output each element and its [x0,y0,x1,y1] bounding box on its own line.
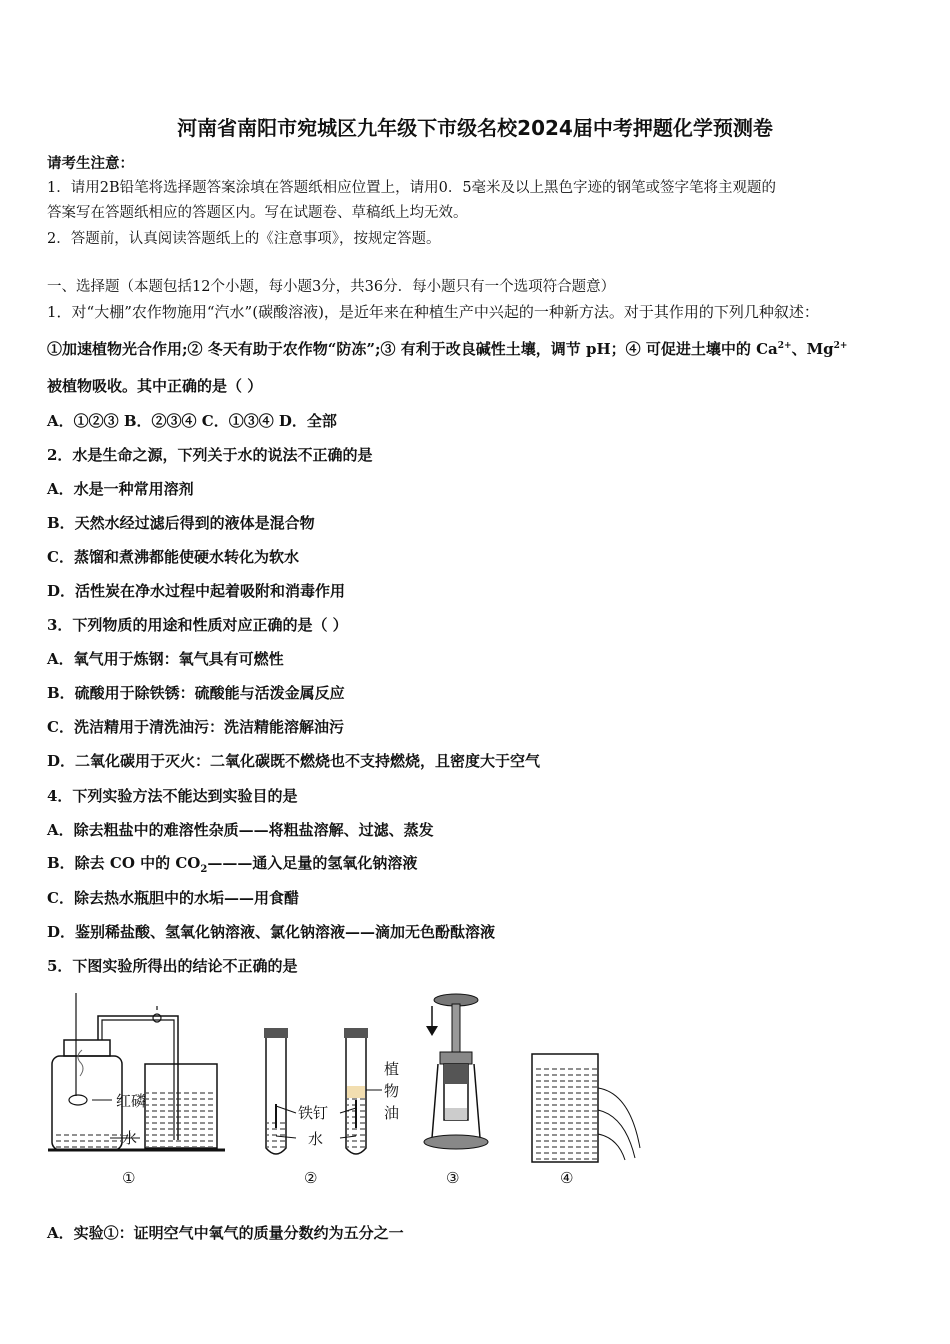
label-exp-2: ② [304,1169,318,1187]
q1-options: A．①②③ B．②③④ C．①③④ D．全部 [47,412,337,430]
q2-option-a: A．水是一种常用溶剂 [47,480,194,498]
plant-oil [347,1086,365,1098]
q2-option-d: D．活性炭在净水过程中起着吸附和消毒作用 [47,582,346,600]
experiment-figure [40,988,680,1198]
smoke [78,1050,83,1076]
arrow-head [426,1026,438,1036]
section-heading: 一、选择题（本题包括12个小题，每小题3分，共36分．每小题只有一个选项符合题意） [47,279,616,295]
stopper [64,1040,110,1056]
label-iron-nail: 铁钉 [298,1104,329,1122]
notice-item-2: 2．答题前，认真阅读答题纸上的《注意事项》，按规定答题。 [47,231,441,247]
q3-option-d: D．二氧化碳用于灭火：二氧化碳既不燃烧也不支持燃烧，且密度大于空气 [47,752,541,770]
q1-stem-line-1: 1．对“大棚”农作物施用“汽水”(碳酸溶液)，是近年来在种植生产中兴起的一种新方法。对于其作用的下列几种叙述： [47,303,819,321]
container-water [533,1068,597,1161]
jet-middle [598,1110,635,1158]
q3-stem: 3．下列物质的用途和性质对应正确的是（ ） [47,616,348,634]
q2-option-c: C．蒸馏和煮沸都能使硬水转化为软水 [47,548,299,566]
jet-top [598,1088,640,1148]
label-oil-1: 植 [384,1060,400,1078]
label-oil-2: 物 [384,1082,400,1100]
q4-b-post: ———通入足量的氢氧化钠溶液 [207,854,418,872]
notice-item-1-line-1: 1．请用2B铅笔将选择题答案涂填在答题纸相应位置上，请用0．5毫米及以上黑色字迹的钢笔或签字笔将主观题的 [47,180,777,196]
jet-bottom [598,1134,625,1160]
beaker-water [146,1092,216,1147]
q4-option-c: C．除去热水瓶胆中的水垢——用食醋 [47,889,299,907]
q3-option-a: A．氧气用于炼钢：氧气具有可燃性 [47,650,284,668]
q1-stem-line-2 [47,338,847,359]
mg-charge: 2+ [833,341,848,351]
label-water-1: 水 [122,1129,138,1147]
tube-2-stopper [344,1028,368,1038]
label-red-phosphorus: 红磷 [116,1092,147,1110]
experiment-3-apparatus [424,994,488,1187]
experiment-drawing [40,988,680,1198]
q3-option-b: B．硫酸用于除铁锈：硫酸能与活泼金属反应 [47,684,345,702]
q4-b-pre: B．除去 CO 中的 CO [47,854,201,872]
label-water-2: 水 [308,1130,324,1148]
label-exp-1: ① [122,1169,136,1187]
ca-charge: 2+ [777,341,792,351]
label-exp-3: ③ [446,1169,460,1187]
combustion-spoon [69,1095,87,1105]
experiment-4-apparatus [532,1054,640,1187]
q4-option-d: D．鉴别稀盐酸、氢氧化钠溶液、氯化钠溶液——滴加无色酚酞溶液 [47,923,496,941]
bottle-water [53,1134,121,1148]
tube-1-stopper [264,1028,288,1038]
q5-option-a: A．实验①：证明空气中氧气的质量分数约为五分之一 [47,1224,404,1242]
clamp [153,1014,161,1022]
q4-option-a: A．除去粗盐中的难溶性杂质——将粗盐溶解、过滤、蒸发 [47,821,434,839]
notice-heading: 请考生注意： [47,155,134,172]
notice-item-1-line-2: 答案写在答题纸相应的答题区内。写在试题卷、草稿纸上均无效。 [47,205,468,221]
label-exp-4: ④ [560,1169,574,1187]
q1-stem-text: ①加速植物光合作用;② 冬天有助于农作物“防冻”;③ 有利于改良碱性土壤，调节 pH；④ 可促进土壤中的 Ca [47,340,778,358]
q1-stem-line-3: 被植物吸收。其中正确的是（ ） [47,377,263,395]
page-title: 河南省南阳市宛城区九年级下市级名校2024届中考押题化学预测卷 [177,116,773,140]
q2-stem: 2．水是生命之源，下列关于水的说法不正确的是 [47,446,373,464]
q4-option-b [47,852,417,875]
q1-sep: 、Mg [791,340,834,358]
q3-option-c: C．洗洁精用于清洗油污：洗洁精能溶解油污 [47,718,344,736]
q2-option-b: B．天然水经过滤后得到的液体是混合物 [47,514,315,532]
q4-stem: 4．下列实验方法不能达到实验目的是 [47,787,298,805]
stand-base [424,1135,488,1149]
q5-stem: 5．下图实验所得出的结论不正确的是 [47,957,298,975]
piston-rod [452,1004,460,1052]
q4-b-sub: 2 [200,864,208,875]
experiment-1-apparatus [48,993,225,1187]
experiment-2-apparatus [264,1028,399,1187]
label-oil-3: 油 [384,1104,400,1122]
